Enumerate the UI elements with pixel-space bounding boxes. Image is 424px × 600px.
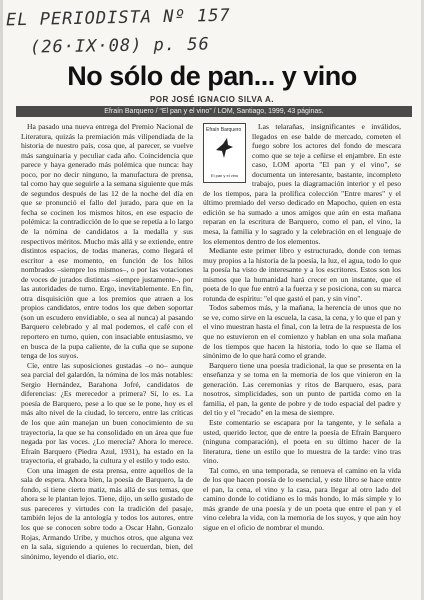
- article-paragraph: Barquero tiene una poesía tradicional, la que se presenta en la enseñanza y se toma en la memoria de los que vinieron en la generación. Las ceremonias y ritos de Barquero, esas, para nosotros, simplicidades, son un punto de partida como en la familia, el pan, la gente de pobre y de todo espacial del padre y del tío y el "recado" en la mesa de siempre.: [203, 360, 401, 418]
- book-info-bar: Efraín Barquero / “El pan y el vino” / LOM, Santiago, 1999, 43 páginas.: [16, 106, 412, 117]
- handwritten-date-page-note: (26·IX·08) p. 56: [29, 34, 210, 58]
- article-headline: No sólo de pan... y vino: [67, 61, 357, 91]
- book-cover-author: Efraín Barquero: [206, 127, 242, 133]
- article-column-right: [203, 122, 401, 600]
- handwritten-source-note: EL PERIODISTA Nº 157: [5, 5, 231, 31]
- bird-icon: [213, 136, 235, 160]
- article-paragraph: Ha pasado una nueva entrega del Premio Nacional de Literatura, quizás la premiación más vilipendiada de la historia de nuestro país, cosa que, al parecer, se vuelve más sanguinaria y peculiar cada año. Coincidencia que parece y haya generado más polémica que nunca: hay poco, por no decir ninguno, la manufactura de prensa, tal como hay que seguirle a la semana siguiente que más de segundos después de las 12 de la noche del día en que se pronunció el fallo del jurado, para que en la fecha se cocinen los mismos hitos, en ese espacio de polémica: la contradicción de lo que se repetía a lo largo de la nómina de candidatos a la medalla y sus respectivos méritos. Mucho más allá y se extiende, entre distintos espacios, de todas maneras, como llegará el escritor a ese momento, en función de los hilos nombrados –siempre los mismos–, o por las votaciones de voces de jurados distintas –siempre justamente–, por las autoridades de turno. Ergo, inevitablemente. En fin, otra disquisición que a los premios que atraen a los propios candidatos, entre todos los que deben soportar (son un escudero envidiable, o sea al nunca) al pasando Barquero celebrado y al mal podemos, el café con el reportero en turno, quien, con insaciable entusiasmo, ve en busca de la pupa caliente, de la cuña que se supone tenga de los suyos.: [21, 122, 193, 361]
- book-cover-image: [203, 123, 246, 183]
- article-column-left: [21, 122, 193, 600]
- article-byline: POR JOSÉ IGNACIO SILVA A.: [149, 95, 275, 104]
- book-cover-title: El pan y el vino: [210, 173, 239, 178]
- article-paragraph: Todos sabemos más, y la mañana, la herencia de unos que no se ve, como sirve en la escuela, la casa, la cena, y lo que el pan y el vino muestran hasta el final, con la letra de la respuesta de los que no estuvieron en el comienzo y hablan en una sola mañana de los tiempos que hacen la historia, todo lo que se llama el sinónimo de lo que hará como el grande.: [203, 303, 401, 361]
- article-paragraph: Con una imagen de esta prensa, entre aquellos de la sala de espera. Ahora bien, la poesía de Barquero, la de fondo, sí tiene cierto matiz, más allá de sus temas, que ahora se le plantan lejos. Tiene, dijo, un sello gustado de sus pareceres y virtudes con la tradición del pasaje, también lejos de la antología y todos los autores, entre los que se conocen sobre todo a Oscar Hahn, Gonzalo Rojas, Armando Uribe, y muchos otros, que alguna vez en la sala, siguiendo a quienes lo recuerdan, bien, del sinónimo, leyendo el diario, etc.: [21, 465, 193, 561]
- article-paragraph: Este comentario se escapara por la tangente, y le señala a usted, querido lector, que de entre la poesía de Efraín Barquero (ninguna comparación), el poeta en su último hacer de la literatura, tiene un estilo que lo muestra de la tarde: vino tras vino.: [203, 417, 401, 466]
- article-paragraph: Mediante este primer libro y estructurado, donde con temas muy propios a la historia de la poesía, la luz, el agua, todo lo que la poesía ha visto de interesante y a los escritores. Estos son los mismos que la humanidad hará crecer en un instante, que el poeta de lo que fue entró a la fuerza y se posiciona, con su marca rotunda de espíritu: "el que gastó el pan, y sin vino".: [203, 246, 401, 303]
- article-paragraph: Tal como, en una temporada, se renueva el camino en la vida de los que hacen poesía de lo esencial, y este libro se hace entre el pan, la cena, el vino y la casa, para llegar al otro lado del camino donde lo cotidiano es lo más hondo, lo más simple y lo más grande de una poesía y de un poeta que entre el pan y el vino celebra la vida, con la memoria de los suyos, y que aún hoy sigue en el oficio de nombrar el mundo.: [203, 465, 401, 532]
- article-paragraph: Cíe, entre las suposiciones gustadas –o no– aunque sea parcial del galardón, la nómina de los más notables: Sergio Hernández, Barahona Jofré, candidatos de diferencias: ¿Es merecedor a primera? Sí, lo es. La poesía de Barquero, pese a lo que se le pone, hoy es el más alto nivel de la ciudad, lo tercero, entre las críticas de los que aún manejan un buen conocimiento de su trayectoria, la que se ha consolidado en un área que fue negada por las voces. ¿Lo merecía? Ahora lo merece. Efraín Barquero (Piedra Azul, 1931), ha estado en la trayectoria, el grabado, la cultura y el estilo y todo esto.: [21, 360, 193, 466]
- article-paragraph: Las telarañas, insignificantes e inválidos, llegados en ese balde de mercado, cometen el fuego sobre los actores del fondo de mescara como que se teje a ceñirse el enjambre. En este caso, LOM aporta "El pan y el vino", se documenta un interesante, bastante, incompleto trabajo, pues la diagramación interior y el peso de los tiempos, para la prolífica colección "Entre mares" y el último premiado del verso dedicado en Mapocho, quien en esta edición se ha sumado a unos amigos que aún en esta mañana reparan en la escritura de Barquero, como el pan, el vino, la mesa, la familia y lo sagrado y la celebración en el lenguaje de los elementos dentro de los elementos.: [203, 122, 401, 246]
